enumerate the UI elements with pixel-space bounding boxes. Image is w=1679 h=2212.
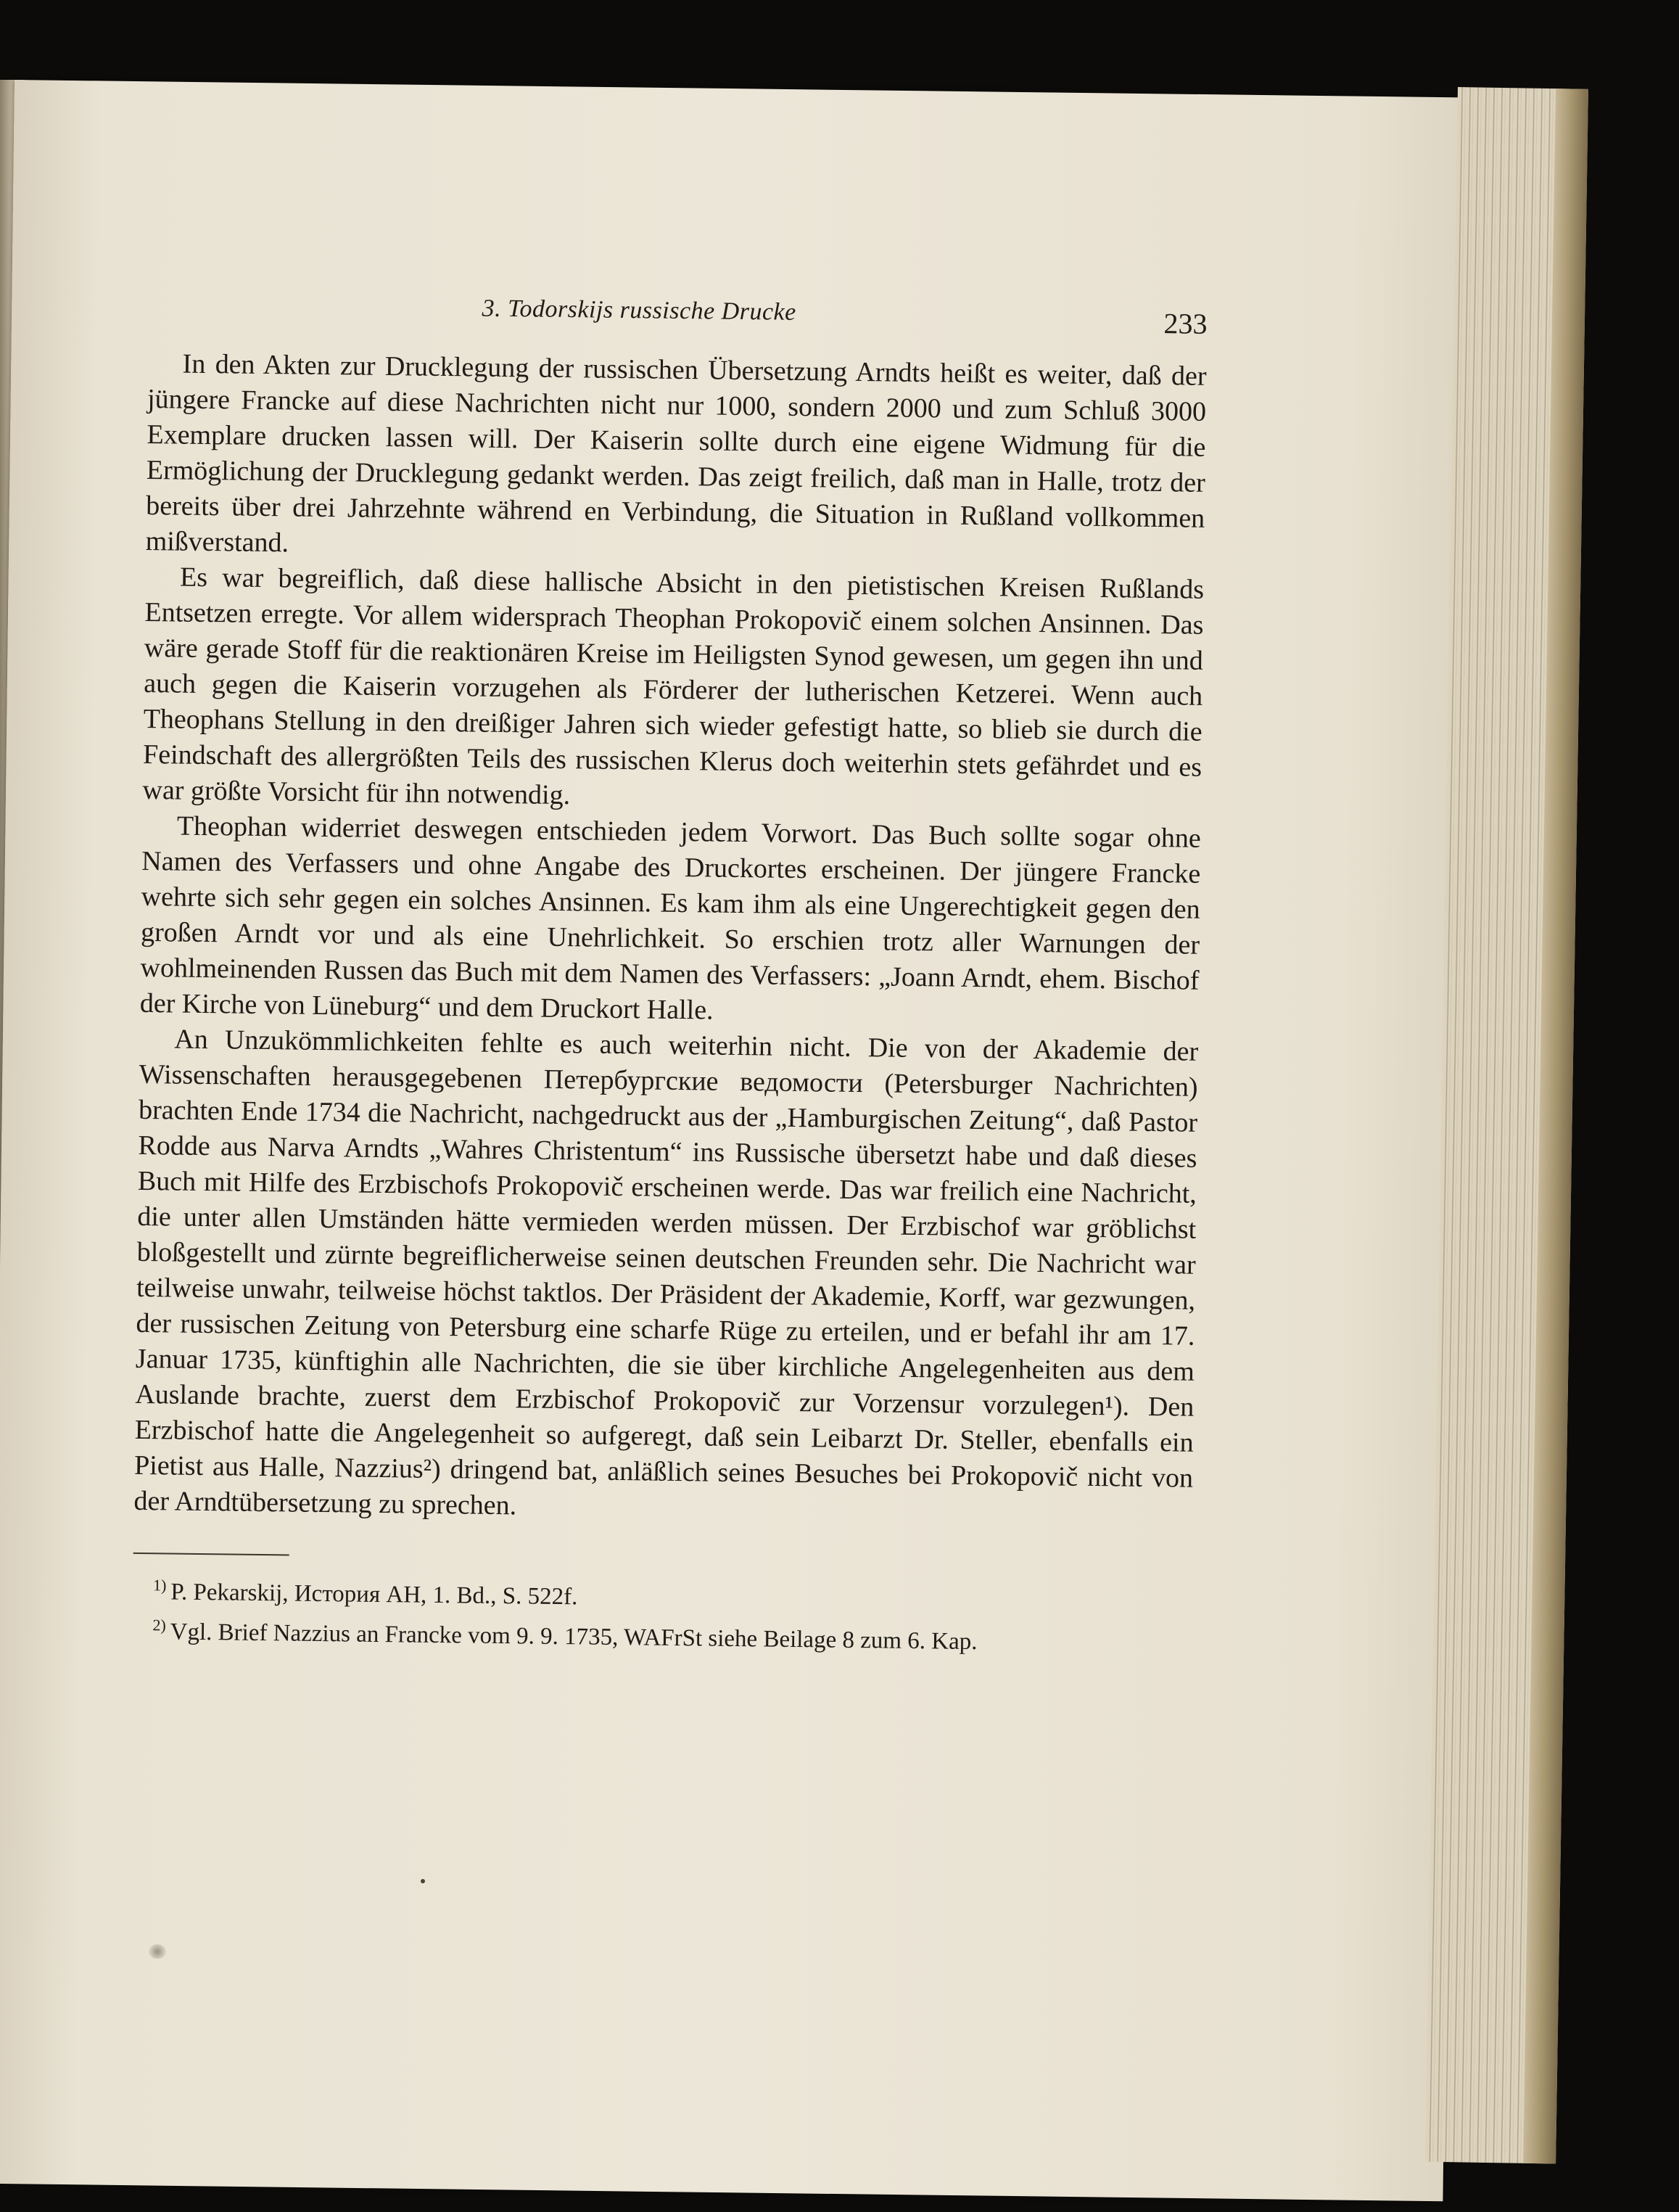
footnote-text: P. Pekarskij, История АН, 1. Bd., S. 522f. [170, 1579, 578, 1611]
paper-stain [149, 1944, 166, 1959]
footnote-text: Vgl. Brief Nazzius an Francke vom 9. 9. 1735, WAFrSt siehe Beilage 8 zum 6. Kap. [170, 1619, 978, 1656]
paragraph: An Unzukömmlichkeiten fehlte es auch weiterhin nicht. Die von der Akademie der Wissenschaften herausgegebenen Петербургские ведомости (Petersburger Nachrichten) brachten Ende 1734 die Nachricht, nachgedruckt aus der „Hamburgischen Zeitung“, daß Pastor Rodde aus Narva Arndts „Wahres Christentum“ ins Russische übersetzt habe und daß dieses Buch mit Hilfe des Erzbischofs Prokopovič erscheinen werde. Das war freilich eine Nachricht, die unter allen Umständen hätte vermieden werden müssen. Der Erzbischof war gröblichst bloßgestellt und zürnte begreiflicherweise seinen deutschen Freunden sehr. Die Nachricht war teilweise unwahr, teilweise höchst taktlos. Der Präsident der Akademie, Korff, war gezwungen, der russischen Zeitung von Petersburg eine scharfe Rüge zu erteilen, und er befahl ihr am 17. Januar 1735, künftighin alle Nachrichten, die sie über kirchliche Angelegenheiten aus dem Auslande brachte, zuerst dem Erzbischof Prokopovič zur Vorzensur vorzulegen¹). Den Erzbischof hatte die Angelegenheit so aufgeregt, daß sein Leibarzt Dr. Steller, ebenfalls ein Pietist aus Halle, Nazzius²) dringend bat, anläßlich seines Besuches bei Prokopovič nicht von der Arndtübersetzung zu sprechen. [133, 1024, 1199, 1521]
paragraph: Theophan widerriet deswegen entschieden jedem Vorwort. Das Buch sollte sogar ohne Namen des Verfassers und ohne Angabe des Druckortes erscheinen. Der jüngere Francke wehrte sich sehr gegen ein solches Ansinnen. Es kam ihm als eine Ungerechtigkeit gegen den großen Arndt vor und als eine Unehrlichkeit. So erschien trotz aller Warnungen der wohlmeinenden Russen das Buch mit dem Namen des Verfassers: „Joann Arndt, ehem. Bischof der Kirche von Lüneburg“ und dem Druckort Halle. [139, 810, 1202, 1026]
paragraph: Es war begreiflich, daß diese hallische Absicht in den pietistischen Kreisen Rußlands Entsetzen erregte. Vor allem widersprach Theophan Prokopovič einem solchen Ansinnen. Das wäre gerade Stoff für die reaktionären Kreise im Heiligsten Synod gewesen, um gegen ihn und auch gegen die Kaiserin vorzugehen als Förderer der lutherischen Ketzerei. Wenn auch Theophans Stellung in den dreißiger Jahren sich wieder gefestigt hatte, so blieb sie durch die Feindschaft des allergrößten Teils des russischen Klerus doch weiterhin stets gefährdet und es war größte Vorsicht für ihn notwendig. [142, 562, 1205, 811]
footnote-mark: 1) [152, 1576, 167, 1595]
footnotes [132, 1568, 1192, 1661]
page-content [132, 287, 1208, 1661]
ink-speck [421, 1879, 425, 1883]
footnote-rule [133, 1553, 289, 1556]
book-cover-edge [1523, 89, 1588, 2163]
body-text [133, 346, 1207, 1532]
paragraph: In den Akten zur Drucklegung der russischen Übersetzung Arndts heißt es weiter, daß der jüngere Francke auf diese Nachrichten nicht nur 1000, sondern 2000 und zum Schluß 3000 Exemplare drucken lassen will. Der Kaiserin sollte durch eine eigene Widmung für die Ermöglichung der Drucklegung gedankt werden. Das zeigt freilich, daß man in Halle, trotz der bereits über drei Jahrzehnte während en Verbindung, die Situation in Rußland vollkommen mißverstand. [145, 348, 1207, 559]
footnote-mark: 2) [152, 1616, 166, 1635]
page-number: 233 [1163, 307, 1208, 340]
running-head-title: 3. Todorskijs russische Drucke [482, 295, 796, 326]
